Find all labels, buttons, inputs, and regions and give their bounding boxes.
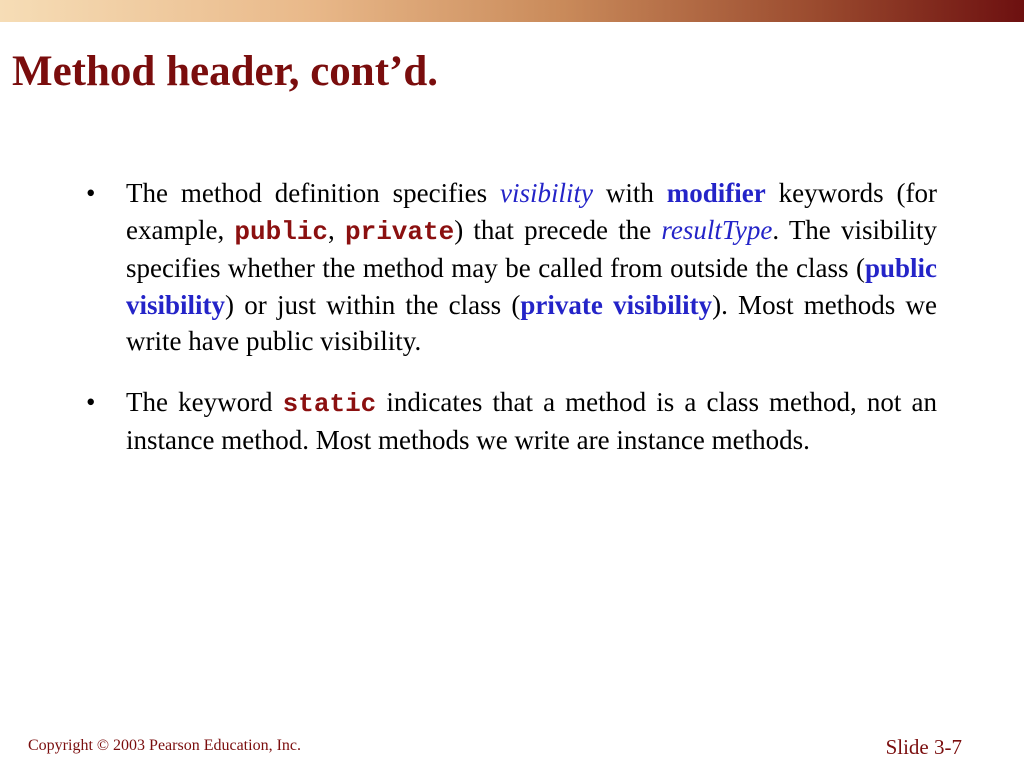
code-static: static: [282, 388, 377, 419]
bullet1-text-6: ) or just within the class (: [225, 289, 521, 320]
term-visibility: visibility: [499, 178, 593, 208]
top-gradient-bar: [0, 0, 1024, 22]
bullet1-text-4: ) that precede the: [454, 214, 662, 245]
code-private: private: [344, 216, 455, 247]
bullet2-text-1: The keyword: [126, 386, 283, 417]
bullet1-text-2: with: [592, 178, 667, 208]
bullet2-text-2: indicates that a method is a class method, not an instance method. Most methods we write are instance methods.: [126, 386, 937, 455]
term-modifier: modifier: [666, 178, 766, 208]
code-public: public: [234, 216, 329, 247]
term-private-visibility: private visibility: [520, 289, 713, 320]
bullet1-comma: ,: [328, 214, 345, 245]
term-resulttype: resultType: [661, 214, 773, 245]
slide-title: Method header, cont’d.: [12, 48, 439, 95]
bullet1-text-3: keywords (for example,: [126, 178, 937, 245]
bullet1-text-1: The method definition specifies: [126, 178, 500, 208]
bullet-list: [86, 175, 937, 483]
bullet-item-static: [86, 384, 937, 459]
footer-slide-number: Slide 3-7: [885, 735, 962, 759]
bullet-dot: •: [86, 178, 96, 208]
bullet-dot: •: [86, 386, 96, 417]
bullet-item-visibility: [86, 175, 937, 360]
term-public-visibility: public visibility: [126, 253, 937, 320]
bullet1-text-5: . The visibility specifies whether the method may be called from outside the class (: [126, 214, 938, 283]
bullet1-text-7: ). Most methods we write have public visibility.: [126, 289, 938, 356]
footer-copyright: Copyright © 2003 Pearson Education, Inc.: [28, 737, 301, 754]
